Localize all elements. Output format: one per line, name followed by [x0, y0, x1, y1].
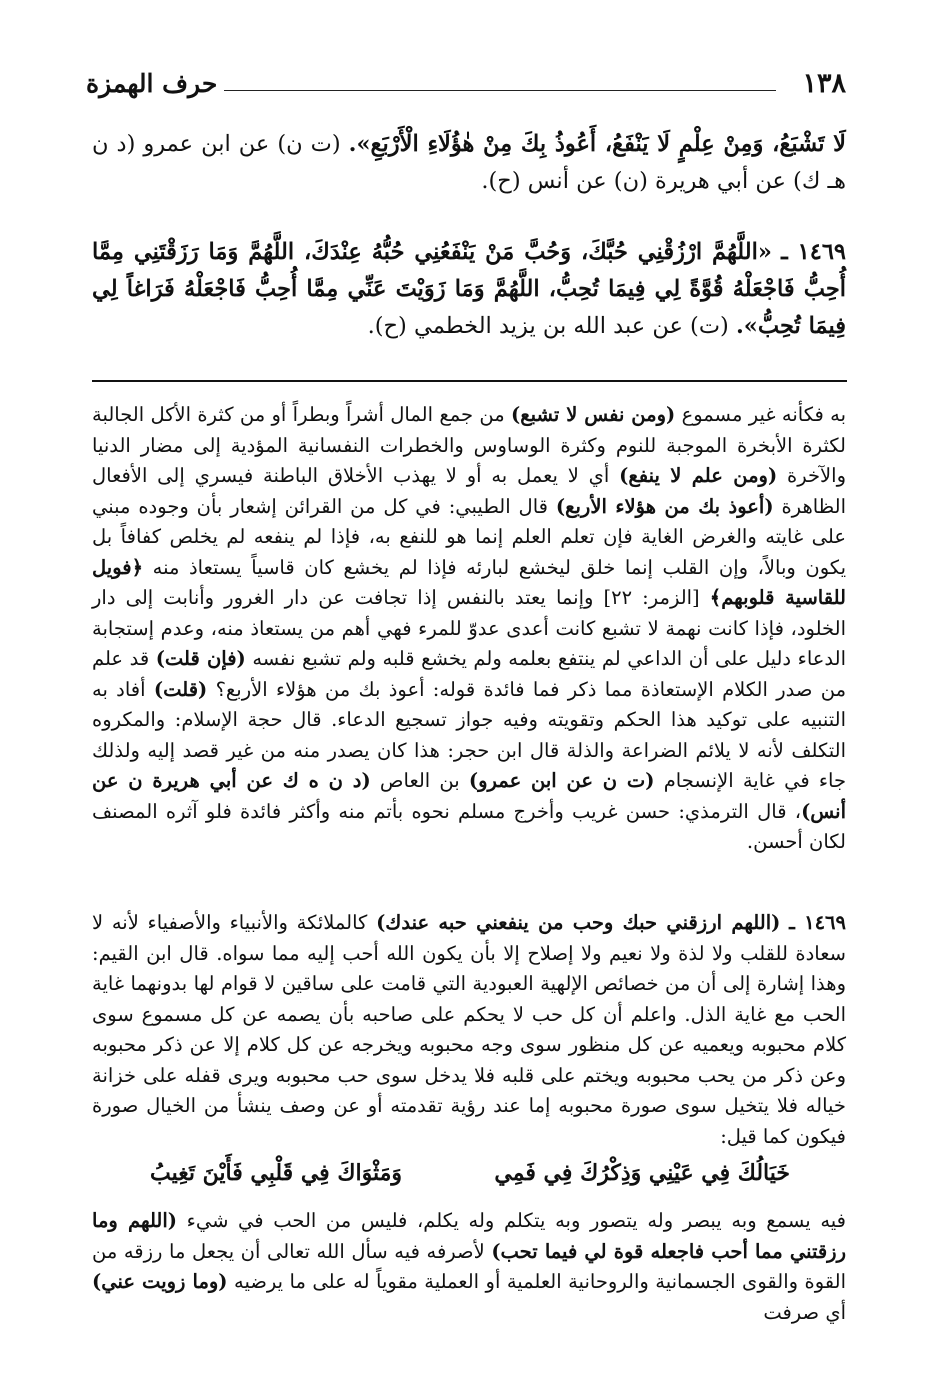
- commentary-text: بن العاص: [379, 769, 460, 792]
- commentary-text: كالملائكة والأنبياء والأصفياء لأنه لا سعادة للقلب ولا لذة ولا نعيم ولا إصلاح إلا بأن يكون الله أحب إليه مما سواه. قال ابن القيم: وهذا إشارة إلى أن من خصائص الإلهية العبودية التي قامت على ساقين لا قوام لها بدونهما غاية الحب مع غاية الذل. واعلم أن كل حب لا يحكم على صاحبه بأن يصمه عن كل مسموع سوى كلام محبوبه ويعميه عن كل منظور سوى وجه محبوبه ويخرجه عن كل كلام إلا عن ذكر محبوبه وعن ذكر من يحب محبوبه ويختم على قلبه فلا يدخل سوى حب محبوبه ويرى قفله على خزانة خياله فلا يتخيل سوى صورة محبوبه إما عند رؤية تقدمته أو عن وصف ينشأ من الخيال صورة فيكون كما قيل:: [92, 911, 846, 1148]
- hadith-text: «اللَّهُمَّ ارْزُقْنِي حُبَّكَ، وَحُبَّ مَنْ يَنْفَعُنِي حُبُّهُ عِنْدَكَ، اللَّهُمَّ وَمَا رَزَقْتَنِي مِمَّا أُحِبُّ فَاجْعَلْهُ قُوَّةً لِي فِيمَا تُحِبُّ، اللَّهُمَّ وَمَا زَوَيْتَ عَنِّي مِمَّا أُحِبُّ فَاجْعَلْهُ فَرَاغاً لِي فِيمَا تُحِبُّ».: [92, 239, 846, 339]
- quran-quote: ﴿فويل للقاسية قلوبهم﴾: [92, 555, 846, 609]
- poem-verse: [150, 1160, 790, 1200]
- commentary-text: به فكأنه غير مسموع: [681, 403, 846, 426]
- commentary-text: لأصرفه فيه سأل الله تعالى أن يجعل ما رزقه من القوة والقوى الجسمانية والروحانية العلمية أو العملية مقوياً له على ما يرضيه: [92, 1239, 846, 1293]
- commentary-text: أفاد به التنبيه على توكيد هذا الحكم وتقويته وفيه جواز تسجيع الدعاء. قال حجة الإسلام: والمكروه التكلف لأنه لا يلائم الضراعة والذلة قال ابن حجر: هذا كان يصدر منه من غير قصد إليه ولذلك جاء في غاية الإنسجام: [92, 677, 847, 792]
- quoted-phrase: (فإن قلت): [155, 647, 246, 670]
- quoted-phrase: (ومن نفس لا تشبع): [510, 403, 676, 426]
- quoted-phrase: (اللهم ارزقني حبك وحب من ينفعني حبه عندك): [376, 911, 781, 934]
- poem-second-hemistich: وَمَثْوَاكَ فِي قَلْبِي فَأَيْنَ تَغِيبُ: [150, 1160, 402, 1186]
- hadith-1469: [92, 234, 846, 345]
- commentary-text: أي صرفت: [763, 1300, 846, 1324]
- commentary-text: ، قال الترمذي: حسن غريب وأخرج مسلم نحوه بأتم منه وأكثر فائدة فلو آثره المصنف لكان أحسن.: [92, 799, 846, 853]
- commentary-text: فيه يسمع وبه يبصر وله يتصور وبه يتكلم وله يكلم، فليس من الحب في شيء: [186, 1209, 847, 1232]
- quoted-phrase: (قلت): [153, 677, 208, 701]
- page-header: [86, 64, 846, 104]
- chapter-title: حرف الهمزة: [86, 69, 218, 98]
- commentary-text: قد علم من صدر الكلام الإستعاذة مما ذكر فما فائدة قوله: أعوذ بك من هؤلاء الأربع؟: [92, 647, 847, 701]
- quoted-phrase: (ومن علم لا ينفع): [619, 464, 778, 487]
- hadith-references: (ت) عن عبد الله بن يزيد الخطمي (ح).: [367, 313, 729, 339]
- commentary-paragraph: [92, 908, 846, 1152]
- poem-first-hemistich: خَيَالُكَ فِي عَيْنِي وَذِكْرُكَ فِي فَمِي: [494, 1160, 790, 1186]
- commentary-text: [الزمر: ٢٢] وإنما يعتد بالنفس إذا تجافت عن دار الغرور وأنابت إلى دار الخلود، فإذا كانت نهمة لا تشبع كانت أعدى عدوّ للمرء فهي أهم من يستعاذ منه، وعدم إستجابة الدعاء دليل على أن الداعي لم ينتفع بعلمه ولم يخشع قلبه ولم تشبع نفسه: [92, 586, 846, 670]
- source-reference: (ت ن عن ابن عمرو): [468, 769, 655, 792]
- hadith-text: لَا تَشْبَعُ، وَمِنْ عِلْمٍ لَا يَنْفَعُ، أَعُوذُ بِكَ مِنْ هٰؤُلَاءِ الْأَرْبَعِ».: [348, 131, 846, 157]
- commentary-text: أي لا يعمل به أو لا يهذب الأخلاق الباطنة فيسري إلى الأفعال الظاهرة: [92, 464, 847, 518]
- quoted-phrase: (وما زويت عني): [92, 1270, 228, 1293]
- commentary-text: قال الطيبي: في كل من القرائن إشعار بأن وجوده مبني على غايته والغرض الغاية فإن تعلم العلم إنما هو للنفع به، فإذا لم ينفعه لم يخلص كفافاً بل يكون وبالاً، وإن القلب إنما خلق ليخشع لبارئه فإذا لم يخشع كان قاسياً يستعاذ منه: [92, 494, 846, 579]
- hadith-number: ١٤٦٩ ـ: [781, 239, 846, 265]
- page-number: ١٣٨: [802, 68, 846, 99]
- hadith-number: ١٤٦٩ ـ: [789, 911, 847, 934]
- hadith-1468-end: [92, 126, 846, 200]
- header-rule: [224, 90, 776, 91]
- quoted-phrase: (اللهم وما رزقتني مما أحب فاجعله قوة لي فيما تحب): [92, 1209, 847, 1263]
- commentary-paragraph: [92, 1206, 846, 1328]
- footnote-divider: [92, 380, 847, 382]
- hadith-references: (ت ن) عن ابن عمرو (د ن هـ ك) عن أبي هريرة (ن) عن أنس (ح).: [92, 131, 846, 194]
- quoted-phrase: (أعوذ بك من هؤلاء الأربع): [555, 494, 774, 518]
- commentary-paragraph: [92, 400, 846, 858]
- commentary-text: من جمع المال أشراً وبطراً أو من كثرة الأكل الجالبة لكثرة الأبخرة الموجبة للنوم وكثرة الوساوس والخطرات النفسانية المؤدية إلى مضار الدنيا والآخرة: [92, 403, 847, 487]
- source-reference: (د ن ه ك عن أبي هريرة ن عن أنس): [92, 769, 846, 823]
